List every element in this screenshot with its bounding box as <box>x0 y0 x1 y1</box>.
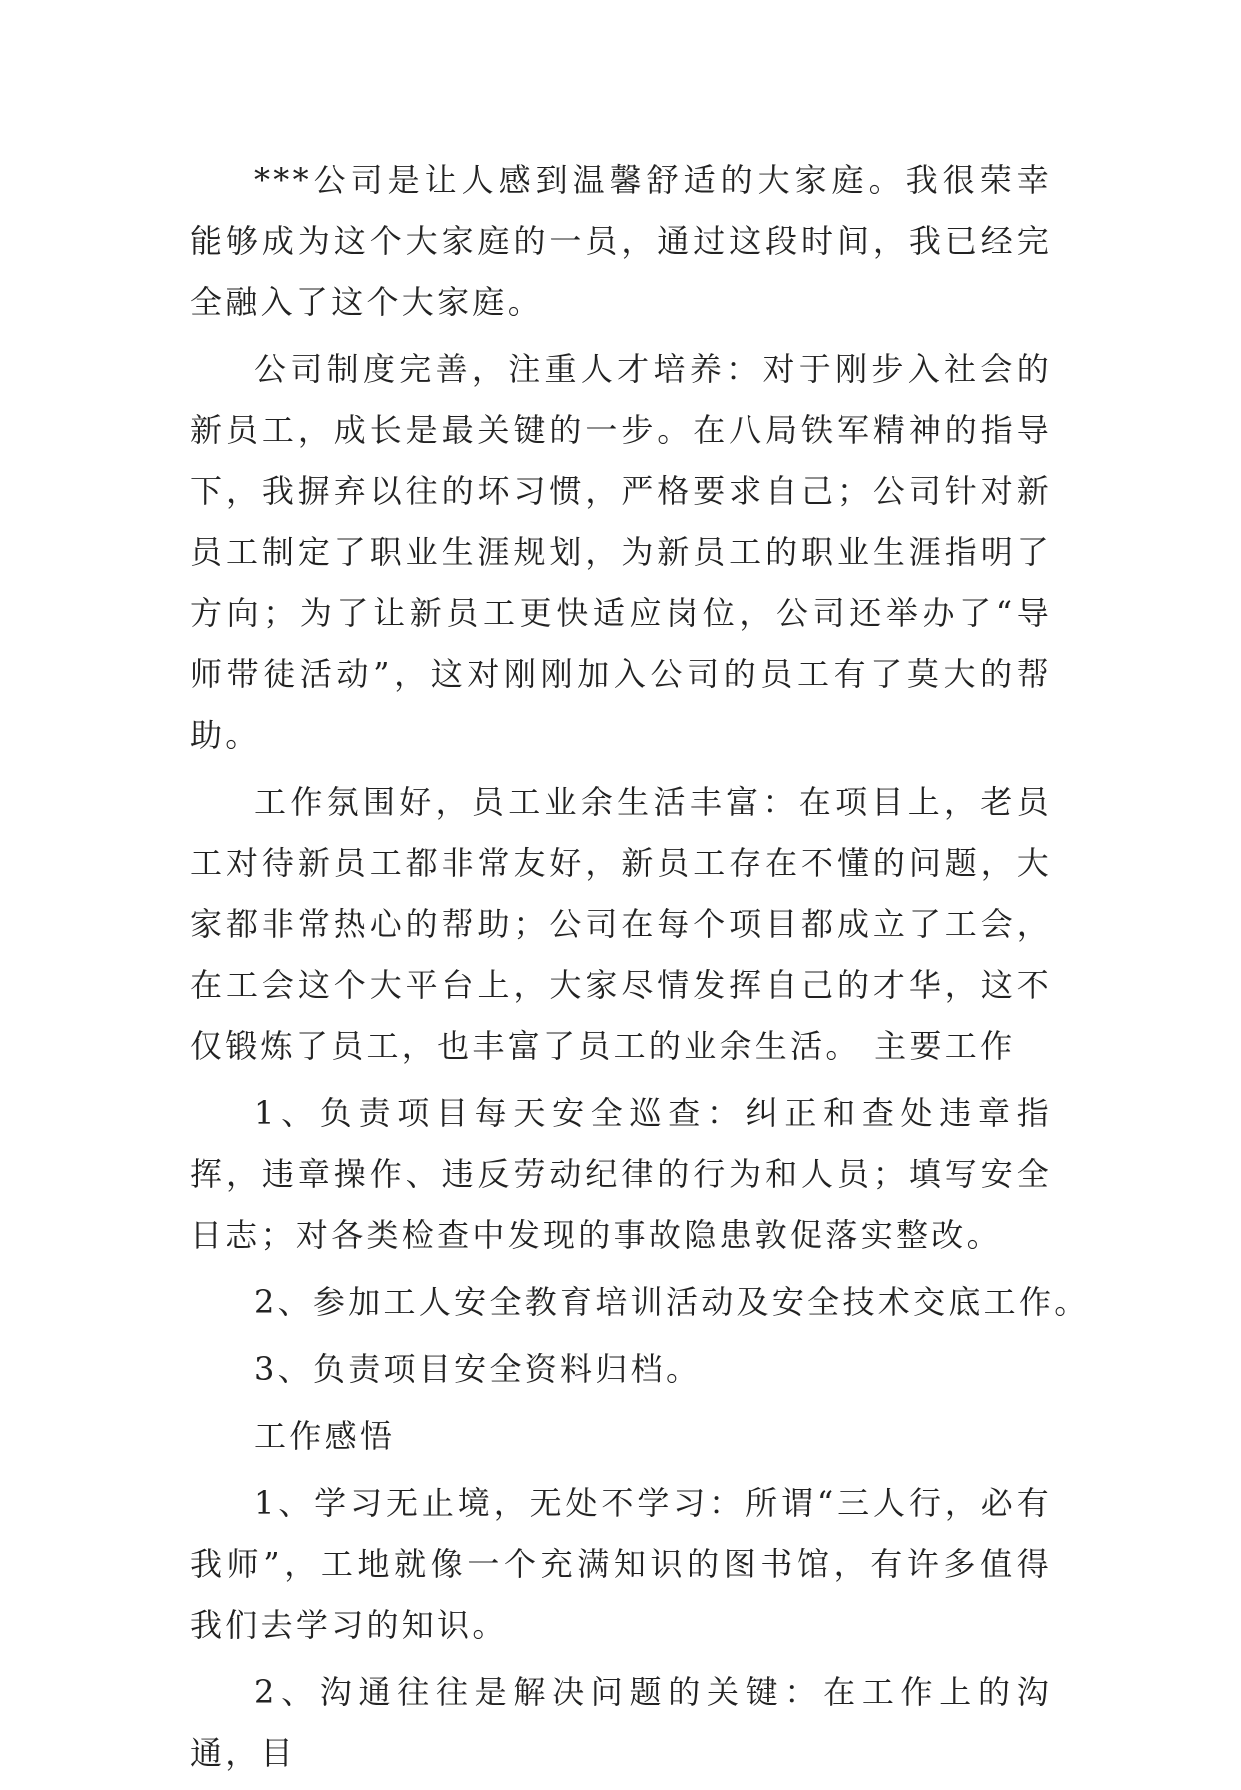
paragraph-insight-learning: 1、学习无止境，无处不学习：所谓“三人行，必有我师”，工地就像一个充满知识的图书馆，有许多值得我们去学习的知识。 <box>190 1484 1052 1644</box>
paragraph-duty-archiving: 3、负责项目安全资料归档。 <box>254 1350 702 1388</box>
document-body <box>190 150 1090 1790</box>
paragraph-insight-communication: 2、沟通往往是解决问题的关键：在工作上的沟通，目 <box>190 1673 1052 1772</box>
paragraph-duty-safety-training: 2、参加工人安全教育培训活动及安全技术交底工作。 <box>254 1283 1090 1321</box>
paragraph-duty-safety-inspection: 1、负责项目每天安全巡查：纠正和查处违章指挥，违章操作、违反劳动纪律的行为和人员；填写安全日志；对各类检查中发现的事故隐患敦促落实整改。 <box>190 1094 1052 1254</box>
paragraph-company-family: ***公司是让人感到温馨舒适的大家庭。我很荣幸能够成为这个大家庭的一员，通过这段时间，我已经完全融入了这个大家庭。 <box>190 161 1052 321</box>
section-heading-work-insights: 工作感悟 <box>254 1417 396 1455</box>
paragraph-training-system: 公司制度完善，注重人才培养：对于刚步入社会的新员工，成长是最关键的一步。在八局铁军精神的指导下，我摒弃以往的坏习惯，严格要求自己；公司针对新员工制定了职业生涯规划，为新员工的职业生涯指明了方向；为了让新员工更快适应岗位，公司还举办了“导师带徒活动”，这对刚刚加入公司的员工有了莫大的帮助。 <box>190 350 1052 754</box>
paragraph-work-atmosphere: 工作氛围好，员工业余生活丰富：在项目上，老员工对待新员工都非常友好，新员工存在不懂的问题，大家都非常热心的帮助；公司在每个项目都成立了工会，在工会这个大平台上，大家尽情发挥自己的才华，这不仅锻炼了员工，也丰富了员工的业余生活。 主要工作 <box>190 783 1052 1065</box>
